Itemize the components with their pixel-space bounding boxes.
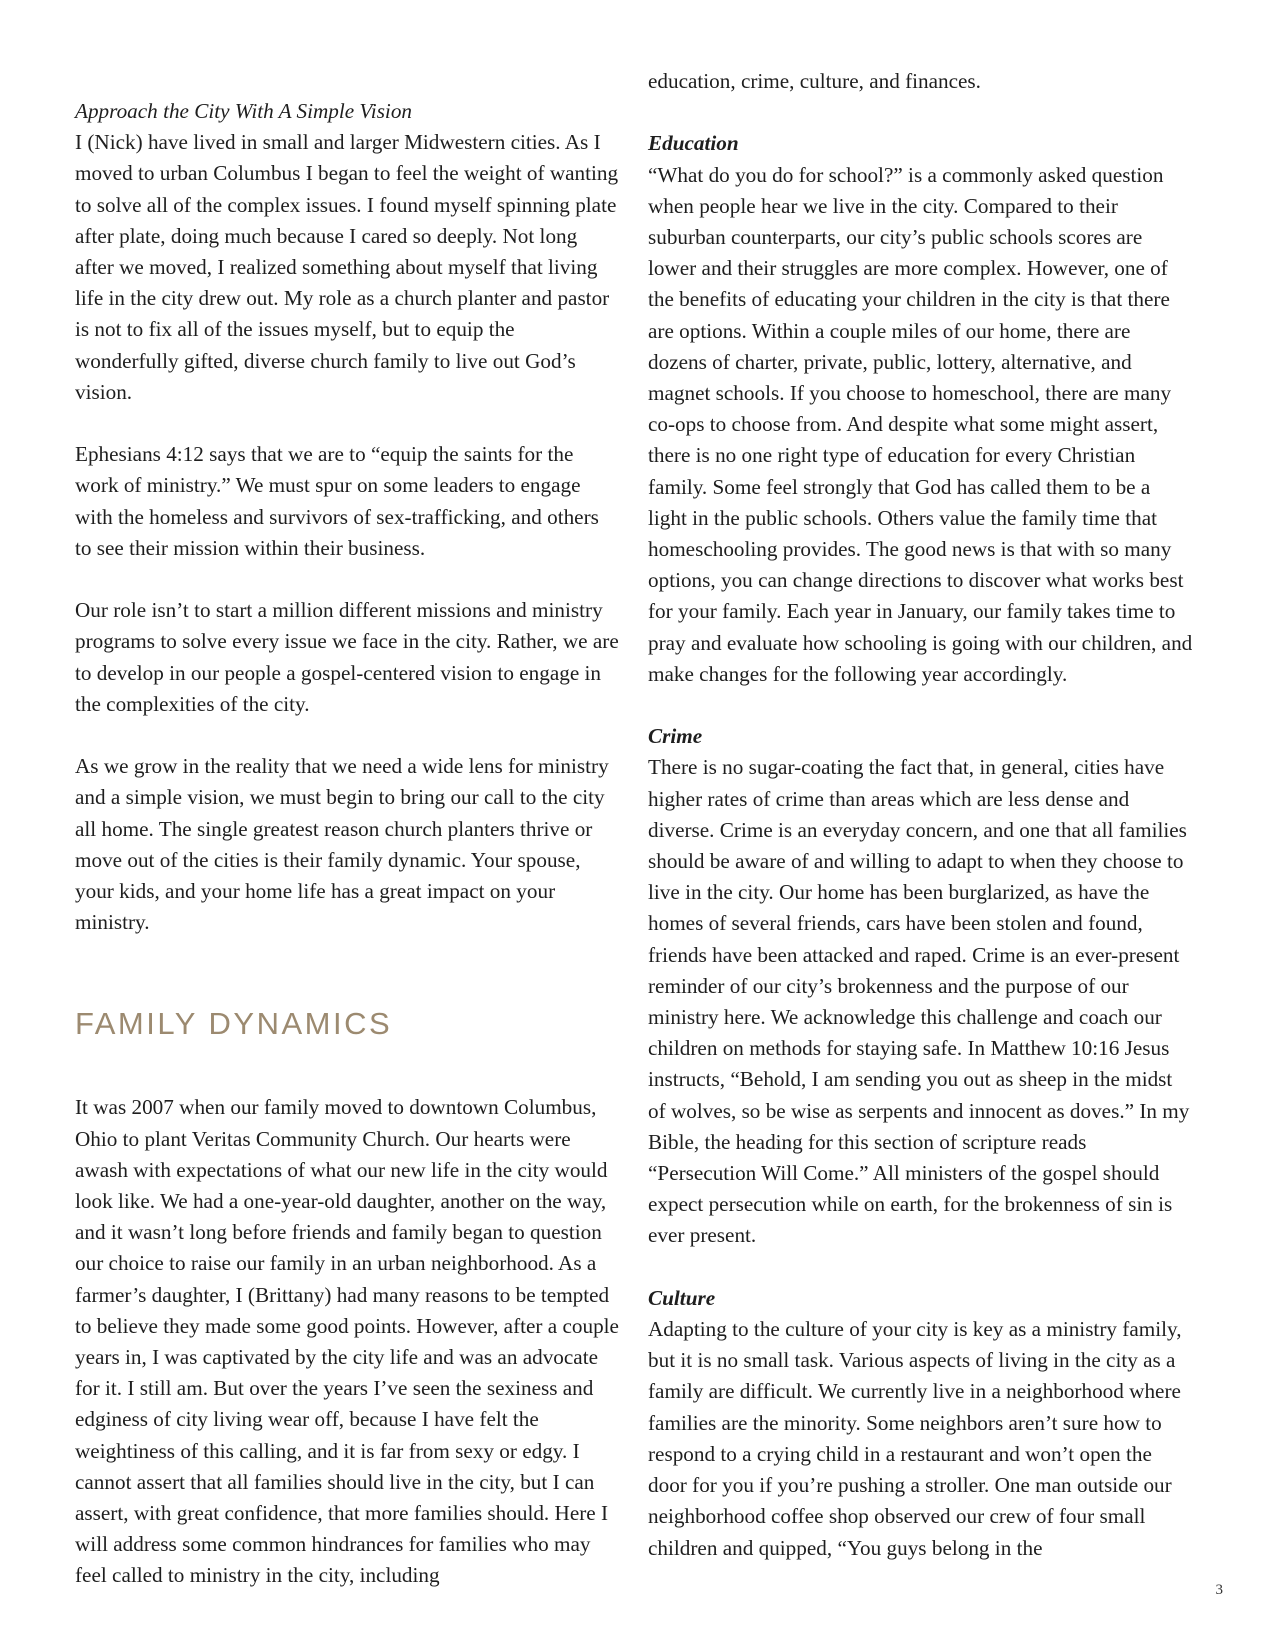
family-dynamics-heading: FAMILY DYNAMICS	[75, 1006, 393, 1042]
page-number: 3	[1215, 1582, 1223, 1598]
education-paragraph: “What do you do for school?” is a commonly asked question when people hear we live in the city. Compared to their suburban counterparts, our city’s public schools scores are lower and their struggles are more complex. However, one of the benefits of educating your children in the city is that there are options. Within a couple miles of our home, there are dozens of charter, private, public, lottery, alternative, and magnet schools. If you choose to homeschool, there are many co-ops to choose from. And despite what some might assert, there is no one right type of education for every Christian family. Some feel strongly that God has called them to be a light in the public schools. Others value the family time that homeschooling provides. The good news is that with so many options, you can change directions to discover what works best for your family. Each year in January, our family takes time to pray and evaluate how schooling is going with our children, and make changes for the following year accordingly.	[648, 162, 1193, 686]
continuation-line: education, crime, culture, and finances.	[648, 69, 981, 93]
approach-heading: Approach the City With A Simple Vision	[75, 99, 413, 123]
approach-paragraph-3: Our role isn’t to start a million different missions and ministry programs to solve every issue we face in the city. Rather, we are to develop in our people a gospel-centered vision to engage in the complexities of the city.	[75, 598, 619, 716]
culture-heading: Culture	[648, 1285, 716, 1310]
crime-heading: Crime	[648, 724, 703, 749]
approach-paragraph-2: Ephesians 4:12 says that we are to “equip the saints for the work of ministry.” We must spur on some leaders to engage with the homeless and survivors of sex-trafficking, and others to see their mission within their business.	[75, 442, 599, 560]
left-column	[75, 96, 620, 1592]
education-heading: Education	[648, 131, 739, 156]
culture-paragraph: Adapting to the culture of your city is key as a ministry family, but it is no small task. Various aspects of living in the city as a family are difficult. We currently live in a neighborhood where families are the minority. Some neighbors aren’t sure how to respond to a crying child in a restaurant and won’t open the door for you if you’re pushing a stroller. One man outside our neighborhood coffee shop observed our crew of four small children and quipped, “You guys belong in the	[648, 1317, 1182, 1560]
approach-paragraph-1: I (Nick) have lived in small and larger Midwestern cities. As I moved to urban Columbus I began to feel the weight of wanting to solve all of the complex issues. I found myself spinning plate after plate, doing much because I cared so deeply. Not long after we moved, I realized something about myself that living life in the city drew out. My role as a church planter and pastor is not to fix all of the issues myself, but to equip the wonderfully gifted, diverse church family to live out God’s vision.	[75, 130, 619, 404]
crime-paragraph: There is no sugar-coating the fact that, in general, cities have higher rates of crime than areas which are less dense and diverse. Crime is an everyday concern, and one that all families should be aware of and willing to adapt to when they choose to live in the city. Our home has been burglarized, as have the homes of several friends, cars have been stolen and found, friends have been attacked and raped. Crime is an ever-present reminder of our city’s brokenness and the purpose of our ministry here. We acknowledge this challenge and coach our children on methods for staying safe. In Matthew 10:16 Jesus instructs, “Behold, I am sending you out as sheep in the midst of wolves, so be wise as serpents and innocent as doves.” In my Bible, the heading for this section of scripture reads “Persecution Will Come.” All ministers of the gospel should expect persecution while on earth, for the brokenness of sin is ever present.	[648, 755, 1190, 1248]
right-column	[648, 66, 1193, 1564]
family-paragraph-1: It was 2007 when our family moved to downtown Columbus, Ohio to plant Veritas Community Church. Our hearts were awash with expectations of what our new life in the city would look like. We had a one-year-old daughter, another on the way, and it wasn’t long before friends and family began to question our choice to raise our family in an urban neighborhood. As a farmer’s daughter, I (Brittany) had many reasons to be tempted to believe they made some good points. However, after a couple years in, I was captivated by the city life and was an advocate for it. I still am. But over the years I’ve seen the sexiness and edginess of city living wear off, because I have felt the weightiness of this calling, and it is far from sexy or edgy. I cannot assert that all families should live in the city, but I can assert, with great confidence, that more families should. Here I will address some common hindrances for families who may feel called to ministry in the city, including	[75, 1095, 619, 1588]
approach-paragraph-4: As we grow in the reality that we need a wide lens for ministry and a simple vision, we must begin to bring our call to the city all home. The single greatest reason church planters thrive or move out of the cities is their family dynamic. Your spouse, your kids, and your home life has a great impact on your ministry.	[75, 754, 609, 935]
